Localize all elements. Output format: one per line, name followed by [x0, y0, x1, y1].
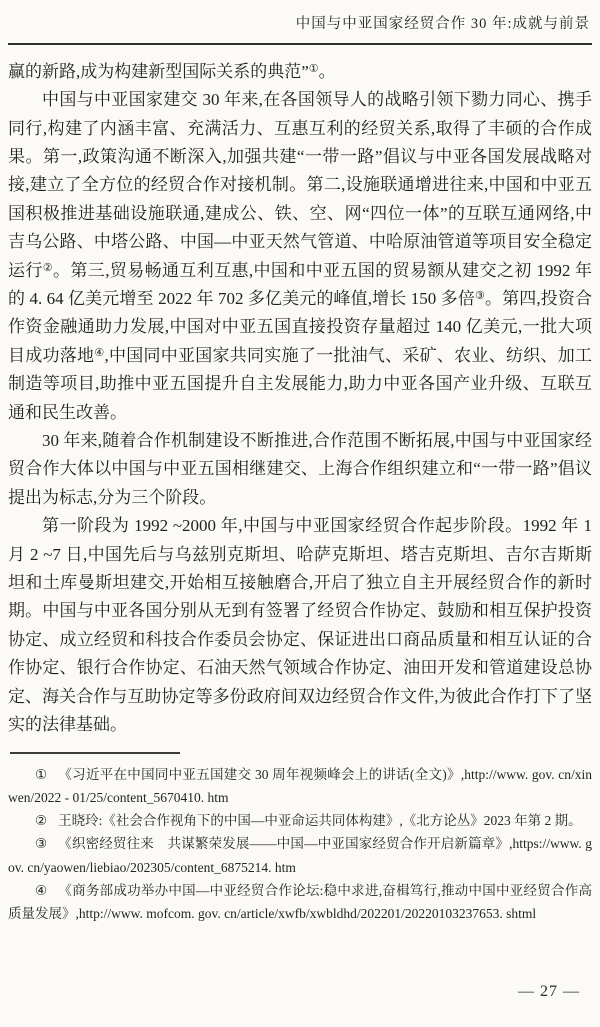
footnote-text: 《商务部成功举办中国—中亚经贸合作论坛:稳中求进,奋楫笃行,推动中国中亚经贸合作高质量发展》,http://www. mofcom. gov. cn/article/xwfb/xwbldhd/202201/20220103237653. shtml — [8, 882, 592, 922]
footnote-ref: ② — [42, 261, 54, 274]
footnote-marker: ③ — [35, 836, 48, 852]
page-footer — [518, 983, 580, 1001]
footnote-marker: ② — [35, 813, 48, 829]
body-text-segment: 第一阶段为 1992 ~2000 年,中国与中亚国家经贸合作起步阶段。1992 年 1 月 2 ~7 日,中国先后与乌兹别克斯坦、哈萨克斯坦、塔吉克斯坦、吉尔吉斯斯坦和土库曼斯坦建交,开始相互接触磨合,开启了独立自主开展经贸合作的新时期。中国与中亚各国分别从无到有签署了经贸合作协定、鼓励和相互保护投资协定、成立经贸和科技合作委员会协定、保证进出口商品质量和相互认证的合作协定、银行合作协定、石油天然气领域合作协定、油田开发和管道建设总协定、海关合作与互助协定等多份政府间双边经贸合作文件,为彼此合作打下了坚实的法律基础。 — [8, 516, 592, 735]
body-paragraph — [8, 512, 592, 739]
footnote-item — [8, 879, 592, 926]
body-text-segment: 。 — [318, 61, 336, 81]
footnote-item — [8, 763, 592, 810]
body-paragraph — [8, 86, 592, 427]
footnotes — [8, 763, 592, 926]
body-text-segment: 赢的新路,成为构建新型国际关系的典范” — [8, 61, 309, 81]
running-header-title: 中国与中亚国家经贸合作 30 年:成就与前景 — [295, 16, 590, 32]
page-header — [8, 12, 592, 45]
body-text-segment: ,中国同中亚国家共同实施了一批油气、采矿、农业、纺织、加工制造等项目,助推中亚五国提升自主发展能力,助力中亚各国产业升级、互联互通和民生改善。 — [8, 345, 592, 422]
body-text-segment: 中国与中亚国家建交 30 年来,在各国领导人的战略引领下勠力同心、携手同行,构建了内涵丰富、充满活力、互惠互利的经贸关系,取得了丰硕的合作成果。第一,政策沟通不断深入,加强共建“一带一路”倡议与中亚各国发展战略对接,建立了全方位的经贸合作对接机制。第二,设施联通增进往来,中国和中亚五国积极推进基础设施联通,建成公、铁、空、网“四位一体”的互联互通网络,中吉乌公路、中塔公路、中国—中亚天然气管道、中哈原油管道等项目安全稳定运行 — [8, 90, 592, 280]
body-text-segment: 。第四,投资合作资金融通助力发展,中国对中亚五国直接投资存量超过 140 亿美元,一批大项目成功落地 — [8, 289, 592, 365]
body-text — [8, 58, 592, 740]
footnote-separator — [10, 752, 180, 754]
body-paragraph — [8, 427, 592, 512]
footnote-text: 《习近平在中国同中亚五国建交 30 周年视频峰会上的讲话(全文)》,http://www. gov. cn/xinwen/2022 - 01/25/content_5670410. htm — [8, 766, 592, 805]
body-text-segment: 30 年来,随着合作机制建设不断推进,合作范围不断拓展,中国与中亚国家经贸合作大体以中国与中亚五国相继建交、上海合作组织建立和“一带一路”倡议提出为标志,分为三个阶段。 — [8, 431, 592, 507]
footnote-item — [8, 832, 592, 879]
footnote-ref: ④ — [94, 346, 105, 359]
body-text-segment: 。第三,贸易畅通互利互惠,中国和中亚五国的贸易额从建交之初 1992 年的 4. 64 亿美元增至 2022 年 702 多亿美元的峰值,增长 150 多倍 — [8, 260, 592, 308]
footnote-text: 王晓玲:《社会合作视角下的中国—中亚命运共同体构建》,《北方论丛》2023 年第 2 期。 — [58, 813, 582, 829]
footnote-marker: ① — [35, 766, 48, 782]
footnote-text: 《织密经贸往来 共谋繁荣发展——中国—中亚国家经贸合作开启新篇章》,https://www. gov. cn/yaowen/liebiao/202305/content_6875214. htm — [8, 836, 592, 875]
footnote-ref: ① — [308, 62, 319, 75]
footnote-item — [8, 809, 592, 832]
page-number: — 27 — — [518, 983, 580, 1000]
body-paragraph — [8, 58, 592, 86]
footnote-marker: ④ — [35, 882, 48, 898]
footnote-ref: ③ — [474, 290, 485, 302]
